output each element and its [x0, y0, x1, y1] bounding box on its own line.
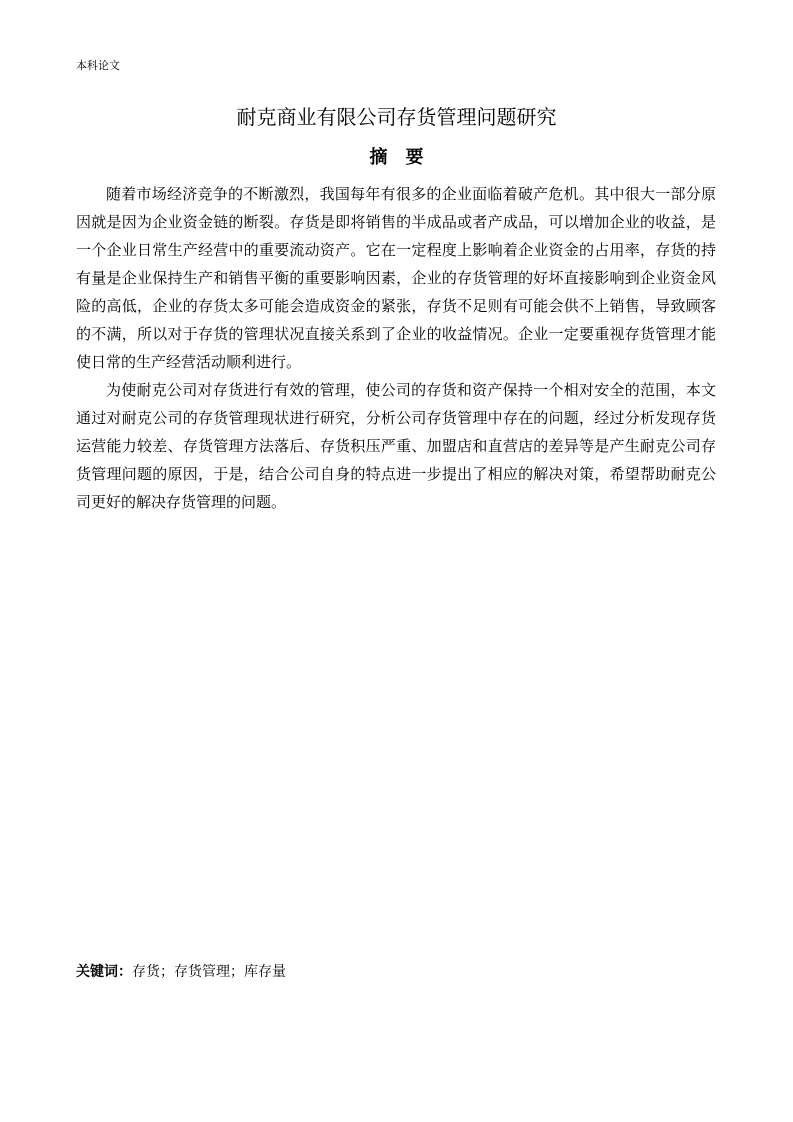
document-title: 耐克商业有限公司存货管理问题研究 [236, 105, 557, 129]
abstract-body [76, 180, 716, 516]
abstract-paragraph: 随着市场经济竞争的不断激烈，我国每年有很多的企业面临着破产危机。其中很大一部分原因就是因为企业资金链的断裂。存货是即将销售的半成品或者产成品，可以增加企业的收益，是一个企业日常生产经营中的重要流动资产。它在一定程度上影响着企业资金的占用率，存货的持有量是企业保持生产和销售平衡的重要影响因素，企业的存货管理的好坏直接影响到企业资金风险的高低，企业的存货太多可能会造成资金的紧张，存货不足则有可能会供不上销售，导致顾客的不满，所以对于存货的管理状况直接关系到了企业的收益情况。企业一定要重视存货管理才能使日常的生产经营活动顺利进行。 [76, 185, 716, 371]
running-header: 本科论文 [76, 59, 120, 72]
keywords-label: 关键词： [76, 964, 132, 980]
abstract-paragraph: 为使耐克公司对存货进行有效的管理，使公司的存货和资产保持一个相对安全的范围，本文通过对耐克公司的存货管理现状进行研究，分析公司存货管理中存在的问题，经过分析发现存货运营能力较差、存货管理方法落后、存货积压严重、加盟店和直营店的差异等是产生耐克公司存货管理问题的原因，于是，结合公司自身的特点进一步提出了相应的解决对策，希望帮助耐克公司更好的解决存货管理的问题。 [76, 381, 716, 511]
abstract-heading: 摘要 [369, 147, 442, 168]
keywords-line [76, 962, 286, 982]
keywords-value: 存货；存货管理；库存量 [132, 964, 286, 980]
